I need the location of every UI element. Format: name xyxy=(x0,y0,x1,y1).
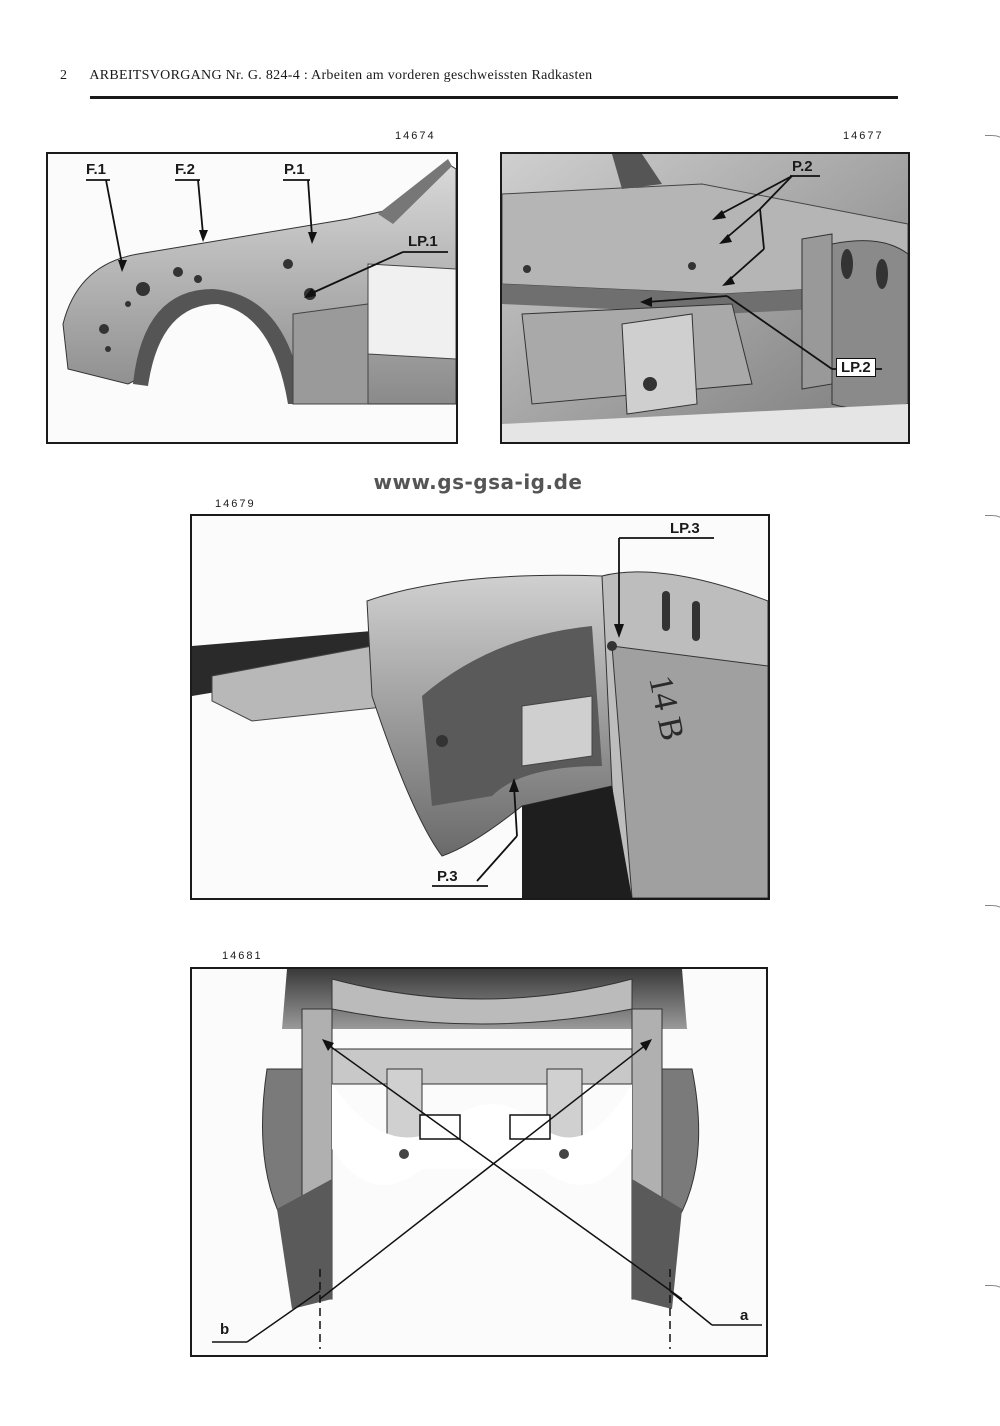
label-f1: F.1 xyxy=(86,161,107,178)
figure-14677 xyxy=(500,152,910,444)
label-p1: P.1 xyxy=(284,161,305,178)
figure-number: 14681 xyxy=(222,950,263,962)
handwritten-mark: 14 B xyxy=(641,672,692,744)
watermark-url: www.gs-gsa-ig.de xyxy=(373,470,583,494)
header-rule xyxy=(90,96,898,99)
figure-callouts xyxy=(192,516,768,898)
label-lp3: LP.3 xyxy=(670,520,700,537)
punch-mark xyxy=(985,515,1000,544)
page-number: 2 xyxy=(60,68,68,83)
figure-callouts xyxy=(502,154,908,442)
figure-callouts xyxy=(48,154,456,442)
label-b: b xyxy=(220,1321,230,1338)
label-p2: P.2 xyxy=(792,158,813,175)
label-lp1: LP.1 xyxy=(408,233,438,250)
figure-number: 14679 xyxy=(215,498,256,510)
punch-mark xyxy=(985,905,1000,934)
figure-14681 xyxy=(190,967,768,1357)
figure-number: 14674 xyxy=(395,130,436,142)
punch-mark xyxy=(985,135,1000,164)
figure-14674 xyxy=(46,152,458,444)
punch-mark xyxy=(985,1285,1000,1314)
figure-number: 14677 xyxy=(843,130,884,142)
label-a: a xyxy=(740,1307,749,1324)
page-title: ARBEITSVORGANG Nr. G. 824-4 : Arbeiten am vorderen geschweissten Radkasten xyxy=(89,68,593,83)
figure-callouts xyxy=(192,969,766,1355)
label-lp2: LP.2 xyxy=(836,358,876,377)
figure-14679 xyxy=(190,514,770,900)
label-f2: F.2 xyxy=(175,161,196,178)
label-p3: P.3 xyxy=(437,868,458,885)
page-header xyxy=(60,68,592,84)
